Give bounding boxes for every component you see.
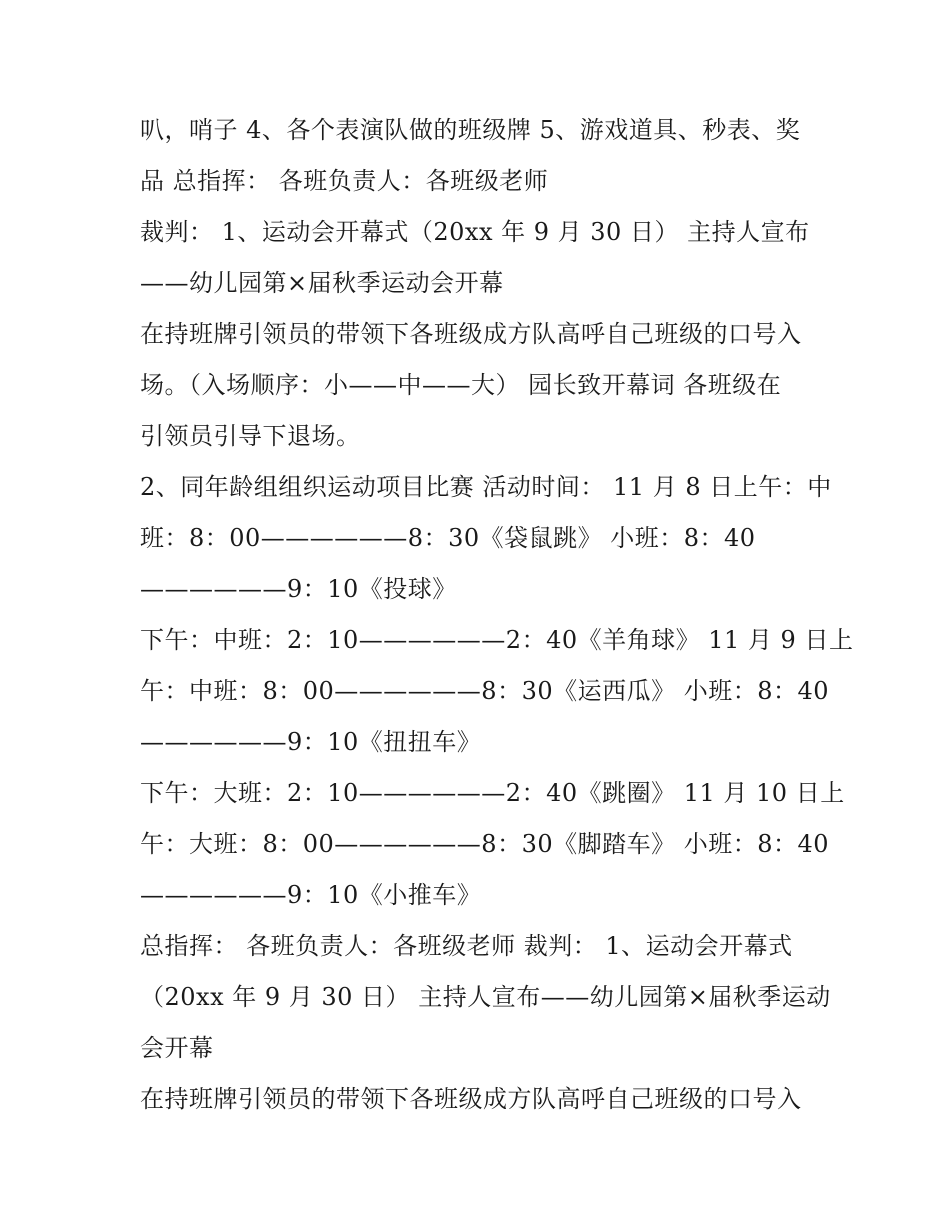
text-line: ——————9：10《扭扭车》	[140, 728, 482, 756]
text-line: 引领员引导下退场。	[140, 422, 361, 450]
text-line: 会开幕	[140, 1034, 214, 1062]
text-line: 品 总指挥： 各班负责人：各班级老师	[140, 167, 549, 195]
document-body	[140, 105, 854, 1125]
text-line: 班：8：00——————8：30《袋鼠跳》 小班：8：40	[140, 524, 756, 552]
text-line: 叭，哨子 4、各个表演队做的班级牌 5、游戏道具、秒表、奖	[140, 116, 801, 144]
text-line: 在持班牌引领员的带领下各班级成方队高呼自己班级的口号入	[140, 320, 802, 348]
text-line: 午：大班：8：00——————8：30《脚踏车》 小班：8：40	[140, 830, 830, 858]
text-line: （20xx 年 9 月 30 日） 主持人宣布——幼儿园第×届秋季运动	[140, 983, 831, 1011]
text-line: 午：中班：8：00——————8：30《运西瓜》 小班：8：40	[140, 677, 830, 705]
text-line: 裁判： 1、运动会开幕式（20xx 年 9 月 30 日） 主持人宣布	[140, 218, 810, 246]
text-line: ——幼儿园第×届秋季运动会开幕	[140, 269, 504, 297]
text-line: 在持班牌引领员的带领下各班级成方队高呼自己班级的口号入	[140, 1085, 802, 1113]
text-line: ——————9：10《小推车》	[140, 881, 482, 909]
text-line: 下午：大班：2：10——————2：40《跳圈》 11 月 10 日上	[140, 779, 845, 807]
text-line: 2、同年龄组组织运动项目比赛 活动时间： 11 月 8 日上午：中	[140, 473, 832, 501]
text-line: 总指挥： 各班负责人：各班级老师 裁判： 1、运动会开幕式	[140, 932, 793, 960]
text-line: 下午：中班：2：10——————2：40《羊角球》 11 月 9 日上	[140, 626, 854, 654]
text-line: 场。（入场顺序：小——中——大） 园长致开幕词 各班级在	[140, 371, 782, 399]
text-line: ——————9：10《投球》	[140, 575, 457, 603]
